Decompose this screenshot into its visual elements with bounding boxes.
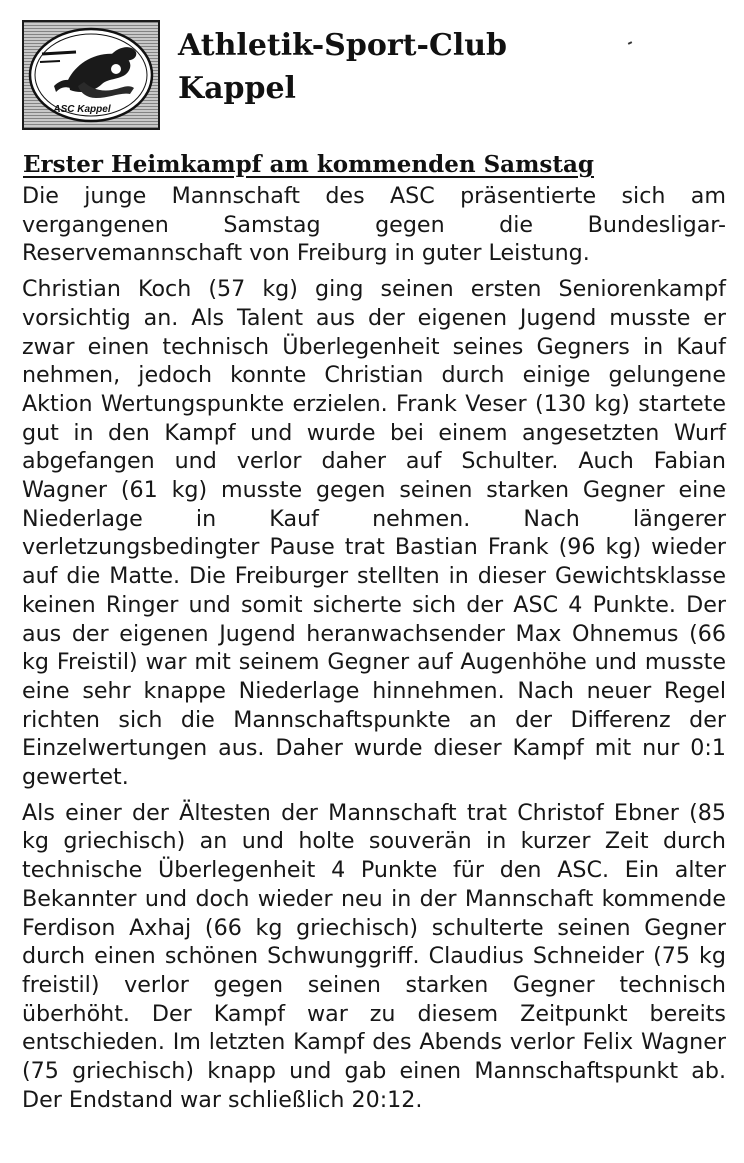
article-paragraph: Als einer der Ältesten der Mannschaft trat Christof Ebner (85 kg griechisch) an und holte souverän in kurzer Zeit durch technische Überlegenheit 4 Punkte für den ASC. Ein alter Bekannter und doch wieder neu in der Mannschaft kommende Ferdison Axhaj (66 kg griechisch) schulterte seinen Gegner durch einen schönen Schwunggriff. Claudius Schneider (75 kg freistil) verlor gegen seinen starken Gegner technisch überhöht. Der Kampf war zu diesem Zeitpunkt bereits entschieden. Im letzten Kampf des Abends verlor Felix Wagner (75 griechisch) knapp und gab einen Mannschaftspunkt ab. Der Endstand war schließlich 20:12. [22,799,726,1113]
club-name-line-2: Kappel [178,71,296,106]
article-body [22,182,726,1122]
article-paragraph: Die junge Mannschaft des ASC präsentierte sich am vergangenen Samstag gegen die Bundesligar-Reservemannschaft von Freiburg in guter Leistung. [22,183,726,267]
logo-text: ASC Kappel [53,104,111,115]
article-headline: Erster Heimkampf am kommenden Samstag [23,151,594,178]
club-header [20,18,720,133]
club-name [178,24,507,110]
article-paragraph: Christian Koch (57 kg) ging seinen ersten Seniorenkampf vorsichtig an. Als Talent aus der eigenen Jugend musste er zwar einen technisch Überlegenheit seines Gegners in Kauf nehmen, jedoch konnte Christian durch einige gelungene Aktion Wertungspunkte erzielen. Frank Veser (130 kg) startete gut in den Kampf und wurde bei einem angesetzten Wurf abgefangen und verlor daher auf Schulter. Auch Fabian Wagner (61 kg) musste gegen seinen starken Gegner eine Niederlage in Kauf nehmen. Nach längerer verletzungsbedingter Pause trat Bastian Frank (96 kg) wieder auf die Matte. Die Freiburger stellten in dieser Gewichtsklasse keinen Ringer und somit sicherte sich der ASC 4 Punkte. Der aus der eigenen Jugend heranwachsender Max Ohnemus (66 kg Freistil) war mit seinem Gegner auf Augenhöhe und musste eine sehr knappe Niederlage hinnehmen. Nach neuer Regel richten sich die Mannschaftspunkte an der Differenz der Einzelwertungen aus. Daher wurde dieser Kampf mit nur 0:1 gewertet. [22,276,726,791]
club-name-line-1: Athletik-Sport-Club [178,28,508,63]
club-logo [22,20,160,130]
wrestlers-emblem-icon [24,22,158,128]
